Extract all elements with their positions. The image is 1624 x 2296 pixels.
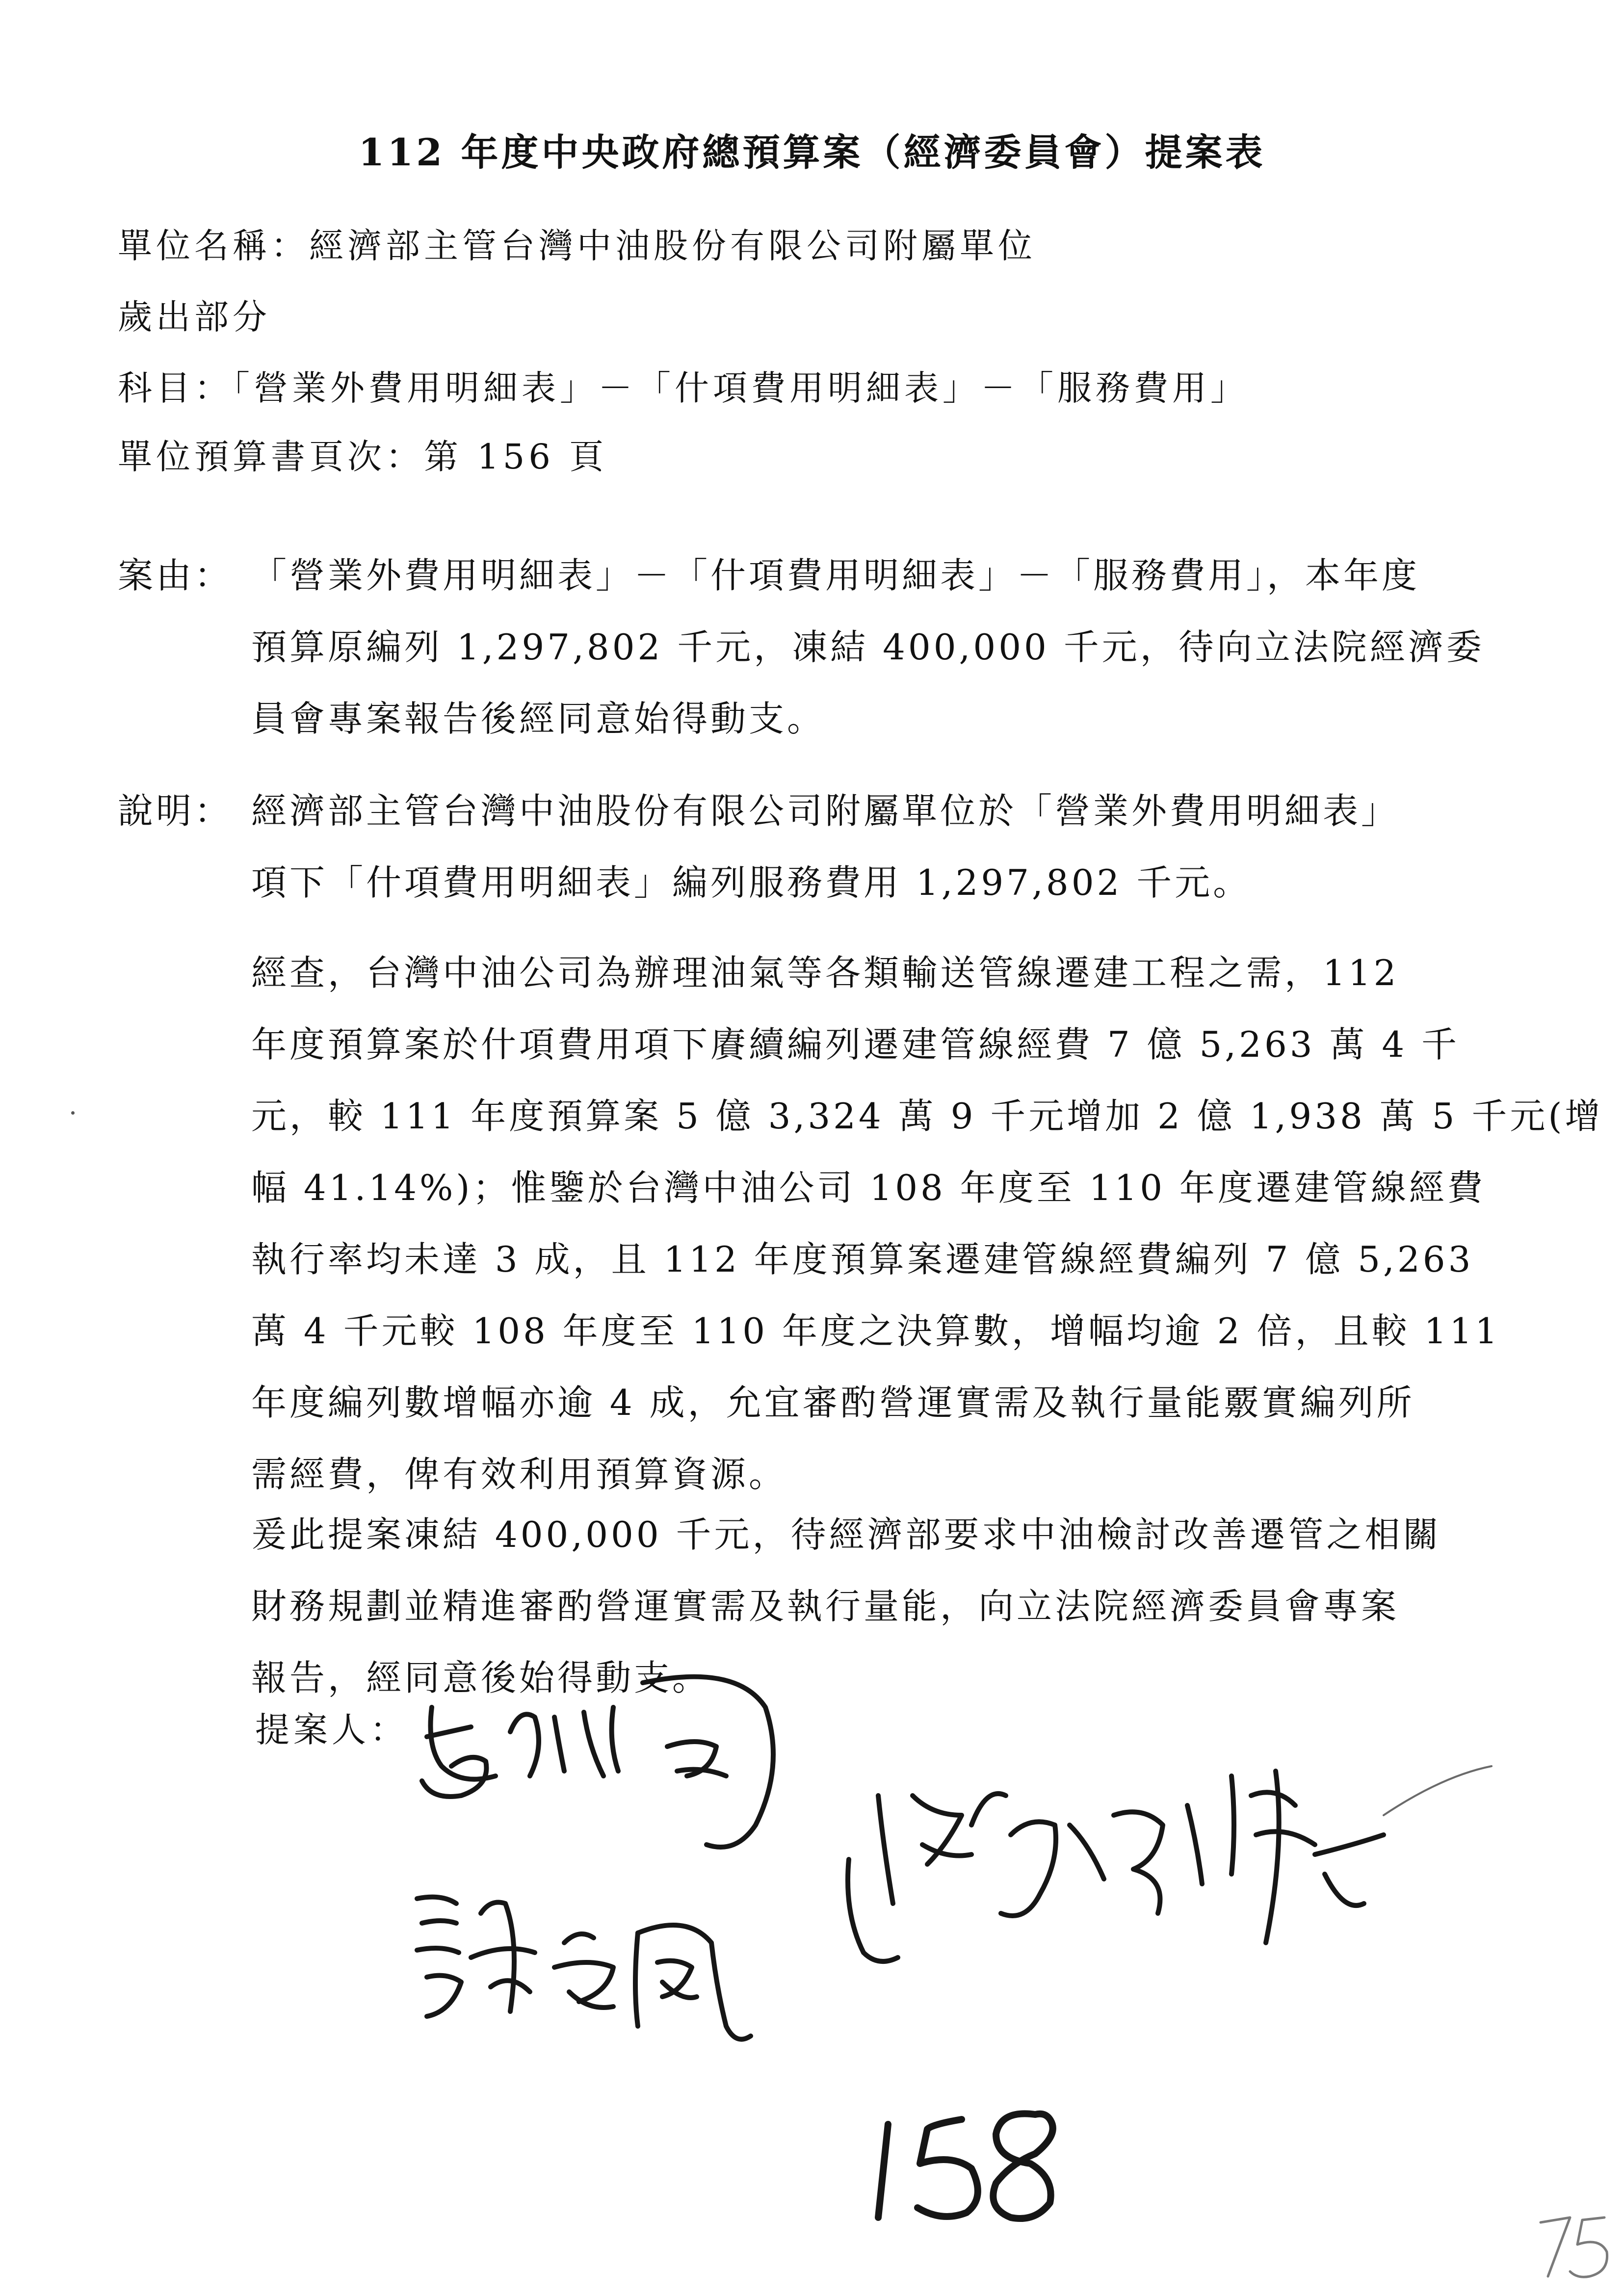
paragraph-line: 需經費，俾有效利用預算資源。 — [251, 1454, 787, 1495]
paragraph-line: 執行率均未達 3 成，且 112 年度預算案遷建管線經費編列 7 億 5,263 — [251, 1239, 1474, 1280]
paragraph-line: 萬 4 千元較 108 年度至 110 年度之決算數，增幅均逾 2 倍，且較 111 — [251, 1310, 1500, 1352]
paragraph-line: 年度預算案於什項費用項下賡續編列遷建管線經費 7 億 5,263 萬 4 千 — [251, 1024, 1460, 1065]
case-line: 「營業外費用明細表」－「什項費用明細表」－「服務費用」，本年度 — [251, 555, 1420, 596]
subject-line: 科目：「營業外費用明細表」－「什項費用明細表」－「服務費用」 — [118, 368, 1249, 408]
page-reference: 單位預算書頁次：第 156 頁 — [118, 437, 608, 477]
signature-2 — [417, 1897, 751, 2039]
case-label: 案由： — [118, 555, 233, 596]
handwritten-page-number — [878, 2113, 1053, 2218]
paragraph-line: 財務規劃並精進審酌營運實需及執行量能，向立法院經濟委員會專案 — [251, 1586, 1400, 1627]
paragraph-line: 幅 41.14%)；惟鑒於台灣中油公司 108 年度至 110 年度遷建管線經費 — [251, 1167, 1486, 1208]
explanation-line: 項下「什項費用明細表」編列服務費用 1,297,802 千元。 — [251, 862, 1252, 903]
paragraph-line: 經查，台灣中油公司為辦理油氣等各類輸送管線遷建工程之需，112 — [251, 952, 1399, 993]
paragraph-line: 爰此提案凍結 400,000 千元，待經濟部要求中油檢討改善遷管之相關 — [251, 1514, 1441, 1555]
case-line: 預算原編列 1,297,802 千元，凍結 400,000 千元，待向立法院經濟委 — [251, 626, 1485, 668]
signature-3 — [848, 1766, 1492, 1961]
paragraph-line: 年度編列數增幅亦逾 4 成，允宜審酌營運實需及執行量能覈實編列所 — [251, 1382, 1415, 1423]
document-title: 112 年度中央政府總預算案（經濟委員會）提案表 — [358, 130, 1266, 174]
explanation-line: 經濟部主管台灣中油股份有限公司附屬單位於「營業外費用明細表」 — [251, 790, 1400, 832]
case-line: 員會專案報告後經同意始得動支。 — [251, 698, 826, 739]
paragraph-line: 報告，經同意後始得動支。 — [251, 1657, 711, 1698]
unit-name: 單位名稱：經濟部主管台灣中油股份有限公司附屬單位 — [118, 226, 1036, 266]
corner-page-number — [1541, 2218, 1607, 2277]
explanation-label: 說明： — [118, 790, 233, 832]
section-label: 歲出部分 — [118, 297, 271, 337]
paragraph-line: 元，較 111 年度預算案 5 億 3,324 萬 9 千元增加 2 億 1,938 萬 5 千元(增 — [251, 1096, 1603, 1137]
signature-1 — [422, 1677, 773, 1847]
proposer-label: 提案人： — [255, 1710, 408, 1750]
